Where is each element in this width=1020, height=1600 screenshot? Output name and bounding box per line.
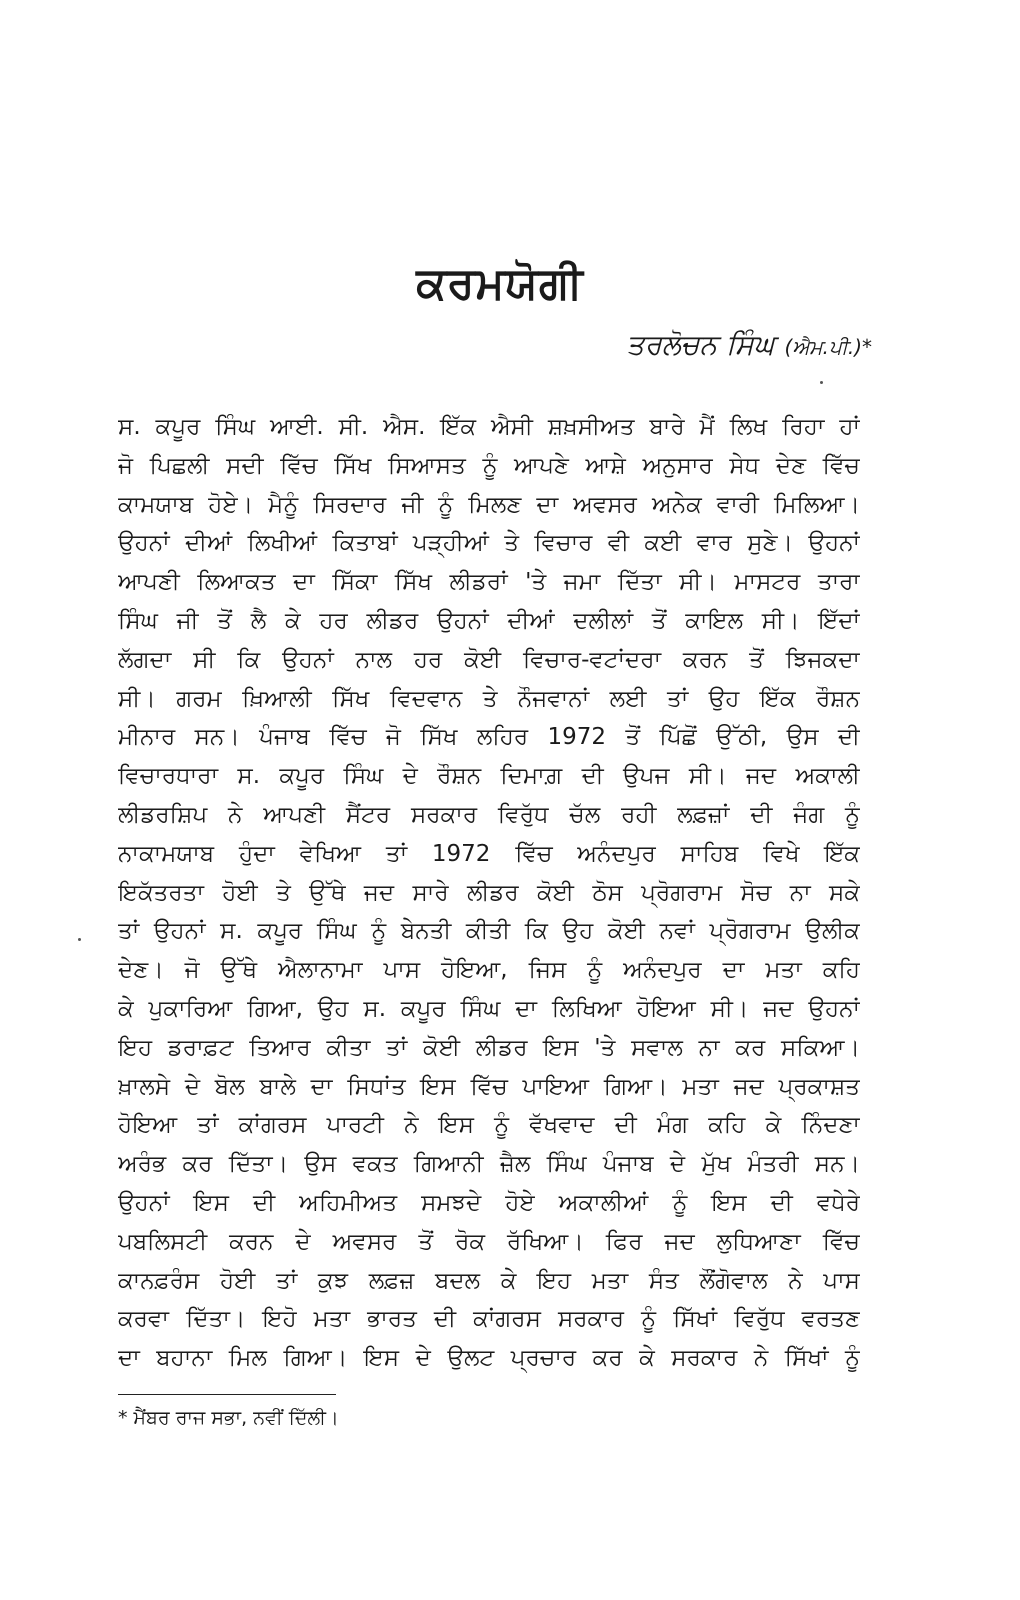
text-line: ਉਹਨਾਂ ਇਸ ਦੀ ਅਹਿਮੀਅਤ ਸਮਝਦੇ ਹੋਏ ਅਕਾਲੀਆਂ ਨੂੰ ਇਸ ਦੀ ਵਧੇਰੇ xyxy=(118,1189,860,1216)
footnote: * ਮੈਂਬਰ ਰਾਜ ਸਭਾ, ਨਵੀਂ ਦਿੱਲੀ। xyxy=(118,1407,339,1429)
text-line: ਕਾਮਯਾਬ ਹੋਏ। ਮੈਨੂੰ ਸਿਰਦਾਰ ਜੀ ਨੂੰ ਮਿਲਣ ਦਾ ਅਵਸਰ ਅਨੇਕ ਵਾਰੀ ਮਿਲਿਆ। xyxy=(118,491,860,518)
text-line: ਤਾਂ ਉਹਨਾਂ ਸ. ਕਪੂਰ ਸਿੰਘ ਨੂੰ ਬੇਨਤੀ ਕੀਤੀ ਕਿ ਉਹ ਕੋਈ ਨਵਾਂ ਪ੍ਰੋਗਰਾਮ ਉਲੀਕ xyxy=(118,918,860,945)
text-line: ਉਹਨਾਂ ਦੀਆਂ ਲਿਖੀਆਂ ਕਿਤਾਬਾਂ ਪੜ੍ਹੀਆਂ ਤੇ ਵਿਚਾਰ ਵੀ ਕਈ ਵਾਰ ਸੁਣੇ। ਉਹਨਾਂ xyxy=(118,530,860,557)
text-line: ਪਬਲਿਸਟੀ ਕਰਨ ਦੇ ਅਵਸਰ ਤੋਂ ਰੋਕ ਰੱਖਿਆ। ਫਿਰ ਜਦ ਲੁਧਿਆਣਾ ਵਿੱਚ xyxy=(118,1228,860,1255)
text-line: ਜੋ ਪਿਛਲੀ ਸਦੀ ਵਿੱਚ ਸਿੱਖ ਸਿਆਸਤ ਨੂੰ ਆਪਣੇ ਆਸ਼ੇ ਅਨੁਸਾਰ ਸੇਧ ਦੇਣ ਵਿੱਚ xyxy=(118,452,860,479)
text-line: ਇਕੱਤਰਤਾ ਹੋਈ ਤੇ ਉੱਥੇ ਜਦ ਸਾਰੇ ਲੀਡਰ ਕੋਈ ਠੋਸ ਪ੍ਰੋਗਰਾਮ ਸੋਚ ਨਾ ਸਕੇ xyxy=(118,879,860,906)
text-line: ਕਰਵਾ ਦਿੱਤਾ। ਇਹੋ ਮਤਾ ਭਾਰਤ ਦੀ ਕਾਂਗਰਸ ਸਰਕਾਰ ਨੂੰ ਸਿੱਖਾਂ ਵਿਰੁੱਧ ਵਰਤਣ xyxy=(118,1306,860,1333)
text-line: ਸੀ। ਗਰਮ ਖ਼ਿਆਲੀ ਸਿੱਖ ਵਿਦਵਾਨ ਤੇ ਨੌਜਵਾਨਾਂ ਲਈ ਤਾਂ ਉਹ ਇੱਕ ਰੌਸ਼ਨ xyxy=(118,685,860,712)
text-line: ਹੋਇਆ ਤਾਂ ਕਾਂਗਰਸ ਪਾਰਟੀ ਨੇ ਇਸ ਨੂੰ ਵੱਖਵਾਦ ਦੀ ਮੰਗ ਕਹਿ ਕੇ ਨਿੰਦਣਾ xyxy=(118,1112,860,1139)
body-paragraph xyxy=(118,408,860,1378)
scan-speck xyxy=(820,381,823,384)
text-line: ਦੇਣ। ਜੋ ਉੱਥੇ ਐਲਾਨਾਮਾ ਪਾਸ ਹੋਇਆ, ਜਿਸ ਨੂੰ ਅਨੰਦਪੁਰ ਦਾ ਮਤਾ ਕਹਿ xyxy=(118,957,860,984)
author-byline xyxy=(626,328,872,362)
page-title: ਕਰਮਯੋਗੀ xyxy=(416,258,584,309)
author-name: ਤਰਲੋਚਨ ਸਿੰਘ xyxy=(626,328,775,361)
text-line: ਆਪਣੀ ਲਿਆਕਤ ਦਾ ਸਿੱਕਾ ਸਿੱਖ ਲੀਡਰਾਂ 'ਤੇ ਜਮਾ ਦਿੱਤਾ ਸੀ। ਮਾਸਟਰ ਤਾਰਾ xyxy=(118,569,860,596)
text-line: ਵਿਚਾਰਧਾਰਾ ਸ. ਕਪੂਰ ਸਿੰਘ ਦੇ ਰੌਸ਼ਨ ਦਿਮਾਗ਼ ਦੀ ਉਪਜ ਸੀ। ਜਦ ਅਕਾਲੀ xyxy=(118,763,860,790)
footnote-divider xyxy=(118,1394,336,1395)
text-line: ਸ. ਕਪੂਰ ਸਿੰਘ ਆਈ. ਸੀ. ਐਸ. ਇੱਕ ਐਸੀ ਸ਼ਖ਼ਸੀਅਤ ਬਾਰੇ ਮੈਂ ਲਿਖ ਰਿਹਾ ਹਾਂ xyxy=(118,414,860,440)
text-line: ਇਹ ਡਰਾਫ਼ਟ ਤਿਆਰ ਕੀਤਾ ਤਾਂ ਕੋਈ ਲੀਡਰ ਇਸ 'ਤੇ ਸਵਾਲ ਨਾ ਕਰ ਸਕਿਆ। xyxy=(118,1034,860,1061)
text-line: ਖ਼ਾਲਸੇ ਦੇ ਬੋਲ ਬਾਲੇ ਦਾ ਸਿਧਾਂਤ ਇਸ ਵਿੱਚ ਪਾਇਆ ਗਿਆ। ਮਤਾ ਜਦ ਪ੍ਰਕਾਸ਼ਤ xyxy=(118,1073,860,1100)
text-line: ਕਾਨਫ਼ਰੰਸ ਹੋਈ ਤਾਂ ਕੁਝ ਲਫ਼ਜ਼ ਬਦਲ ਕੇ ਇਹ ਮਤਾ ਸੰਤ ਲੌਂਗੋਵਾਲ ਨੇ ਪਾਸ xyxy=(118,1267,860,1294)
text-line: ਮੀਨਾਰ ਸਨ। ਪੰਜਾਬ ਵਿੱਚ ਜੋ ਸਿੱਖ ਲਹਿਰ 1972 ਤੋਂ ਪਿੱਛੋਂ ਉੱਠੀ, ਉਸ ਦੀ xyxy=(118,724,860,751)
text-line: ਦਾ ਬਹਾਨਾ ਮਿਲ ਗਿਆ। ਇਸ ਦੇ ਉਲਟ ਪ੍ਰਚਾਰ ਕਰ ਕੇ ਸਰਕਾਰ ਨੇ ਸਿੱਖਾਂ ਨੂੰ xyxy=(118,1345,860,1372)
text-line: ਲੀਡਰਸ਼ਿਪ ਨੇ ਆਪਣੀ ਸੈਂਟਰ ਸਰਕਾਰ ਵਿਰੁੱਧ ਚੱਲ ਰਹੀ ਲਫ਼ਜ਼ਾਂ ਦੀ ਜੰਗ ਨੂੰ xyxy=(118,801,860,828)
text-line: ਕੇ ਪੁਕਾਰਿਆ ਗਿਆ, ਉਹ ਸ. ਕਪੂਰ ਸਿੰਘ ਦਾ ਲਿਖਿਆ ਹੋਇਆ ਸੀ। ਜਦ ਉਹਨਾਂ xyxy=(118,995,860,1022)
text-line: ਸਿੰਘ ਜੀ ਤੋਂ ਲੈ ਕੇ ਹਰ ਲੀਡਰ ਉਹਨਾਂ ਦੀਆਂ ਦਲੀਲਾਂ ਤੋਂ ਕਾਇਲ ਸੀ। ਇੱਦਾਂ xyxy=(118,607,860,634)
text-line: ਨਾਕਾਮਯਾਬ ਹੁੰਦਾ ਵੇਖਿਆ ਤਾਂ 1972 ਵਿੱਚ ਅਨੰਦਪੁਰ ਸਾਹਿਬ ਵਿਖੇ ਇੱਕ xyxy=(118,840,860,867)
text-line: ਅਰੰਭ ਕਰ ਦਿੱਤਾ। ਉਸ ਵਕਤ ਗਿਆਨੀ ਜ਼ੈਲ ਸਿੰਘ ਪੰਜਾਬ ਦੇ ਮੁੱਖ ਮੰਤਰੀ ਸਨ। xyxy=(118,1151,860,1178)
scan-speck xyxy=(78,938,81,941)
author-credential: (ਐਮ.ਪੀ.)* xyxy=(784,335,872,359)
text-line: ਲੱਗਦਾ ਸੀ ਕਿ ਉਹਨਾਂ ਨਾਲ ਹਰ ਕੋਈ ਵਿਚਾਰ-ਵਟਾਂਦਰਾ ਕਰਨ ਤੋਂ ਝਿਜਕਦਾ xyxy=(118,646,860,673)
